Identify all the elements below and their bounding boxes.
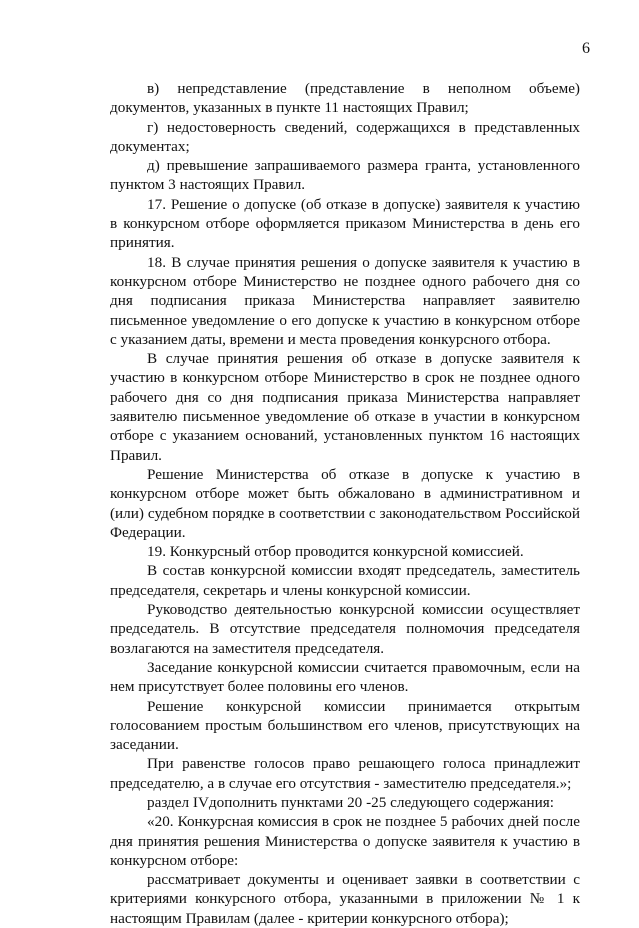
paragraph-19-tie: При равенстве голосов право решающего голоса принадлежит председателю, а в случае его отсутствия - заместителю председателя.»; — [110, 755, 580, 792]
paragraph-19-composition: В состав конкурсной комиссии входят председатель, заместитель председателя, секретарь и члены конкурсной комиссии. — [110, 562, 580, 599]
paragraph-18-refusal: В случае принятия решения об отказе в допуске заявителя к участию в конкурсном отборе Министерство в срок не позднее одного рабочего дня со дня подписания приказа Министерства направляет заявителю письменное уведомление об отказе в участии в конкурсном отборе с указанием оснований, установленных пунктом 16 настоящих Правил. — [110, 350, 580, 464]
paragraph-section-iv-amendment: раздел IVдополнить пунктами 20 -25 следующего содержания: — [147, 793, 554, 811]
paragraph-item-g: г) недостоверность сведений, содержащихся в представленных документах; — [110, 118, 580, 155]
paragraph-19-leadership: Руководство деятельностью конкурсной комиссии осуществляет председатель. В отсутствие председателя полномочия председателя возлагаются на заместителя председателя. — [110, 601, 580, 657]
paragraph-20-review: рассматривает документы и оценивает заявки в соответствии с критериями конкурсного отбора, указанными в приложении № 1 к настоящим Правилам (далее - критерии конкурсного отбора); — [110, 871, 580, 927]
paragraph-19-voting: Решение конкурсной комиссии принимается открытым голосованием простым большинством его членов, присутствующих на заседании. — [110, 697, 580, 754]
paragraph-17: 17. Решение о допуске (об отказе в допуске) заявителя к участию в конкурсном отборе оформляется приказом Министерства в день его принятия. — [110, 195, 580, 252]
paragraph-item-v: в) непредставление (представление в неполном объеме) документов, указанных в пункте 11 настоящих Правил; — [110, 80, 580, 117]
paragraph-20: «20. Конкурсная комиссия в срок не позднее 5 рабочих дней после дня принятия решения Министерства о допуске заявителя к участию в конкурсном отборе: — [110, 813, 580, 869]
paragraph-19-quorum: Заседание конкурсной комиссии считается правомочным, если на нем присутствует более половины его членов. — [110, 658, 580, 696]
paragraph-18: 18. В случае принятия решения о допуске заявителя к участию в конкурсном отборе Министерство не позднее одного рабочего дня со дня подписания приказа Министерства направляет заявителю письменное уведомление о его допуске к участию в конкурсном отборе с указанием даты, времени и места проведения конкурсного отбора. — [110, 253, 580, 348]
paragraph-19: 19. Конкурсный отбор проводится конкурсной комиссией. — [147, 543, 524, 561]
paragraph-item-d: д) превышение запрашиваемого размера гранта, установленного пунктом 3 настоящих Правил. — [110, 157, 580, 194]
page-number: 6 — [582, 40, 590, 57]
paragraph-18-appeal: Решение Министерства об отказе в допуске к участию в конкурсном отборе может быть обжаловано в административном и (или) судебном порядке в соответствии с законодательством Российской Федерации. — [110, 465, 580, 541]
document-body — [110, 79, 580, 928]
